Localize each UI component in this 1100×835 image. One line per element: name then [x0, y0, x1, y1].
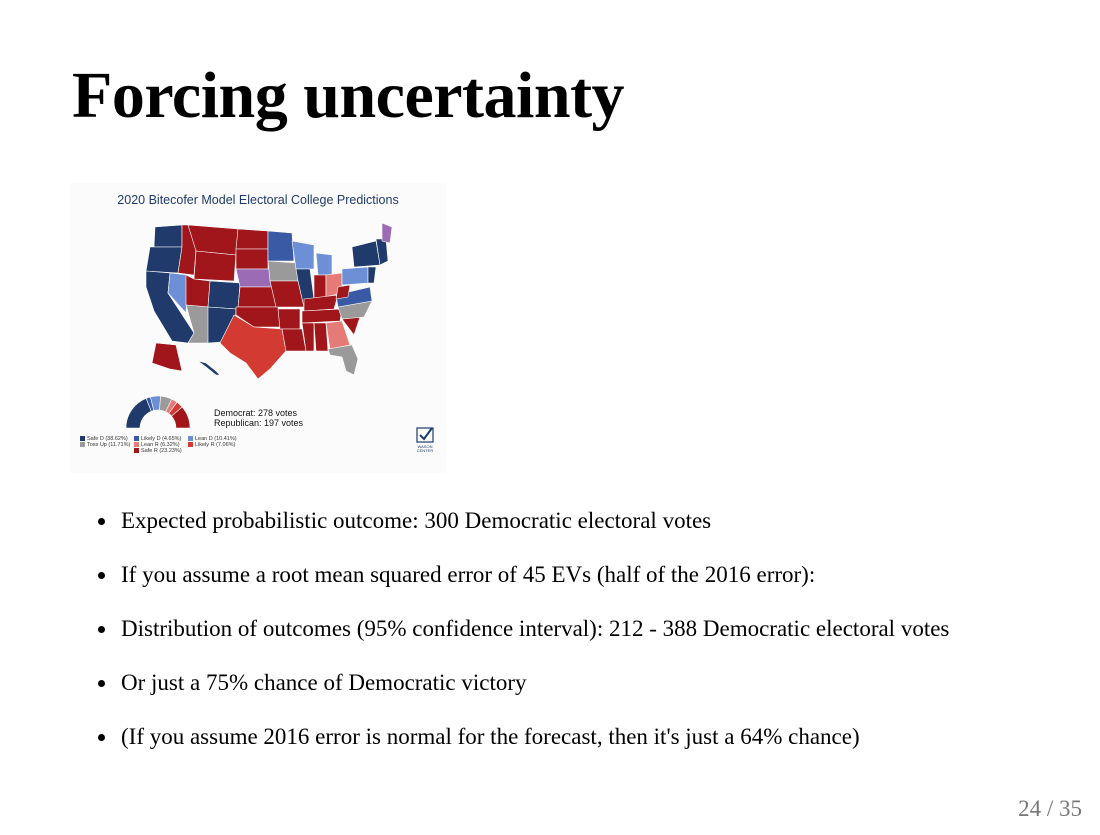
legend-swatch	[80, 442, 85, 447]
bullet-item: Or just a 75% chance of Democratic victory	[121, 668, 1001, 697]
legend-label: Toss Up (11.71%)	[87, 442, 131, 448]
vote-tally	[214, 408, 303, 428]
legend-swatch	[188, 436, 193, 441]
bullet-item: If you assume a root mean squared error of 45 EVs (half of the 2016 error):	[121, 560, 1001, 589]
legend-item	[188, 442, 240, 448]
legend-swatch	[188, 442, 193, 447]
democrat-votes: Democrat: 278 votes	[214, 408, 298, 418]
state-north-dakota	[236, 229, 268, 249]
state-hawaii	[198, 361, 220, 375]
state-minnesota	[268, 231, 294, 261]
legend-label: Likely R (7.06%)	[195, 442, 236, 448]
state-iowa	[268, 261, 298, 281]
donut-segment	[126, 398, 151, 428]
state-new-york	[352, 241, 380, 267]
state-alaska	[152, 343, 182, 371]
bullet-item: Expected probabilistic outcome: 300 Democratic electoral votes	[121, 506, 1001, 535]
republican-votes: Republican: 197 votes	[214, 418, 304, 428]
us-map-svg	[70, 183, 446, 473]
state-pennsylvania	[342, 267, 368, 285]
state-south-dakota	[236, 249, 268, 269]
figure-title: 2020 Bitecofer Model Electoral College Predictions	[117, 193, 399, 207]
state-tennessee	[302, 309, 342, 323]
legend-label: Lean D (10.41%)	[195, 436, 237, 442]
state-kansas	[238, 287, 276, 307]
wason-center-logo	[413, 427, 437, 454]
legend-swatch	[134, 436, 139, 441]
figure-legend	[80, 436, 410, 454]
bullet-item: (If you assume 2016 error is normal for the forecast, then it's just a 64% chance)	[121, 722, 1001, 751]
legend-label: Safe D (38.62%)	[87, 436, 128, 442]
legend-item	[134, 448, 186, 454]
state-florida	[328, 345, 358, 375]
state-arkansas	[278, 309, 300, 329]
state-new-jersey	[368, 267, 376, 283]
logo-text: WASON CENTER	[416, 443, 434, 453]
legend-label: Lean R (6.32%)	[141, 442, 180, 448]
state-washington	[154, 225, 182, 247]
state-colorado	[208, 281, 240, 309]
state-alabama	[314, 323, 328, 351]
state-maine	[382, 223, 392, 243]
legend-item	[80, 442, 132, 448]
bullet-item: Distribution of outcomes (95% confidence interval): 212 - 388 Democratic electoral votes	[121, 614, 1001, 643]
legend-swatch	[134, 448, 139, 453]
state-louisiana	[282, 329, 306, 351]
electoral-map-figure	[70, 183, 446, 473]
state-oregon	[146, 247, 182, 273]
bullet-list	[121, 506, 1001, 776]
state-wyoming	[194, 251, 236, 281]
donut-chart	[126, 396, 190, 428]
legend-swatch	[134, 442, 139, 447]
state-wisconsin	[292, 241, 314, 269]
slide-title: Forcing uncertainty	[72, 59, 625, 132]
state-michigan	[316, 253, 332, 275]
page-number: 24 / 35	[1018, 796, 1082, 821]
checkmark-icon	[416, 427, 434, 443]
legend-swatch	[80, 436, 85, 441]
legend-label: Likely D (4.65%)	[141, 436, 182, 442]
state-west-virginia	[336, 285, 350, 299]
state-indiana	[314, 275, 326, 299]
legend-label: Safe R (23.23%)	[141, 448, 182, 454]
